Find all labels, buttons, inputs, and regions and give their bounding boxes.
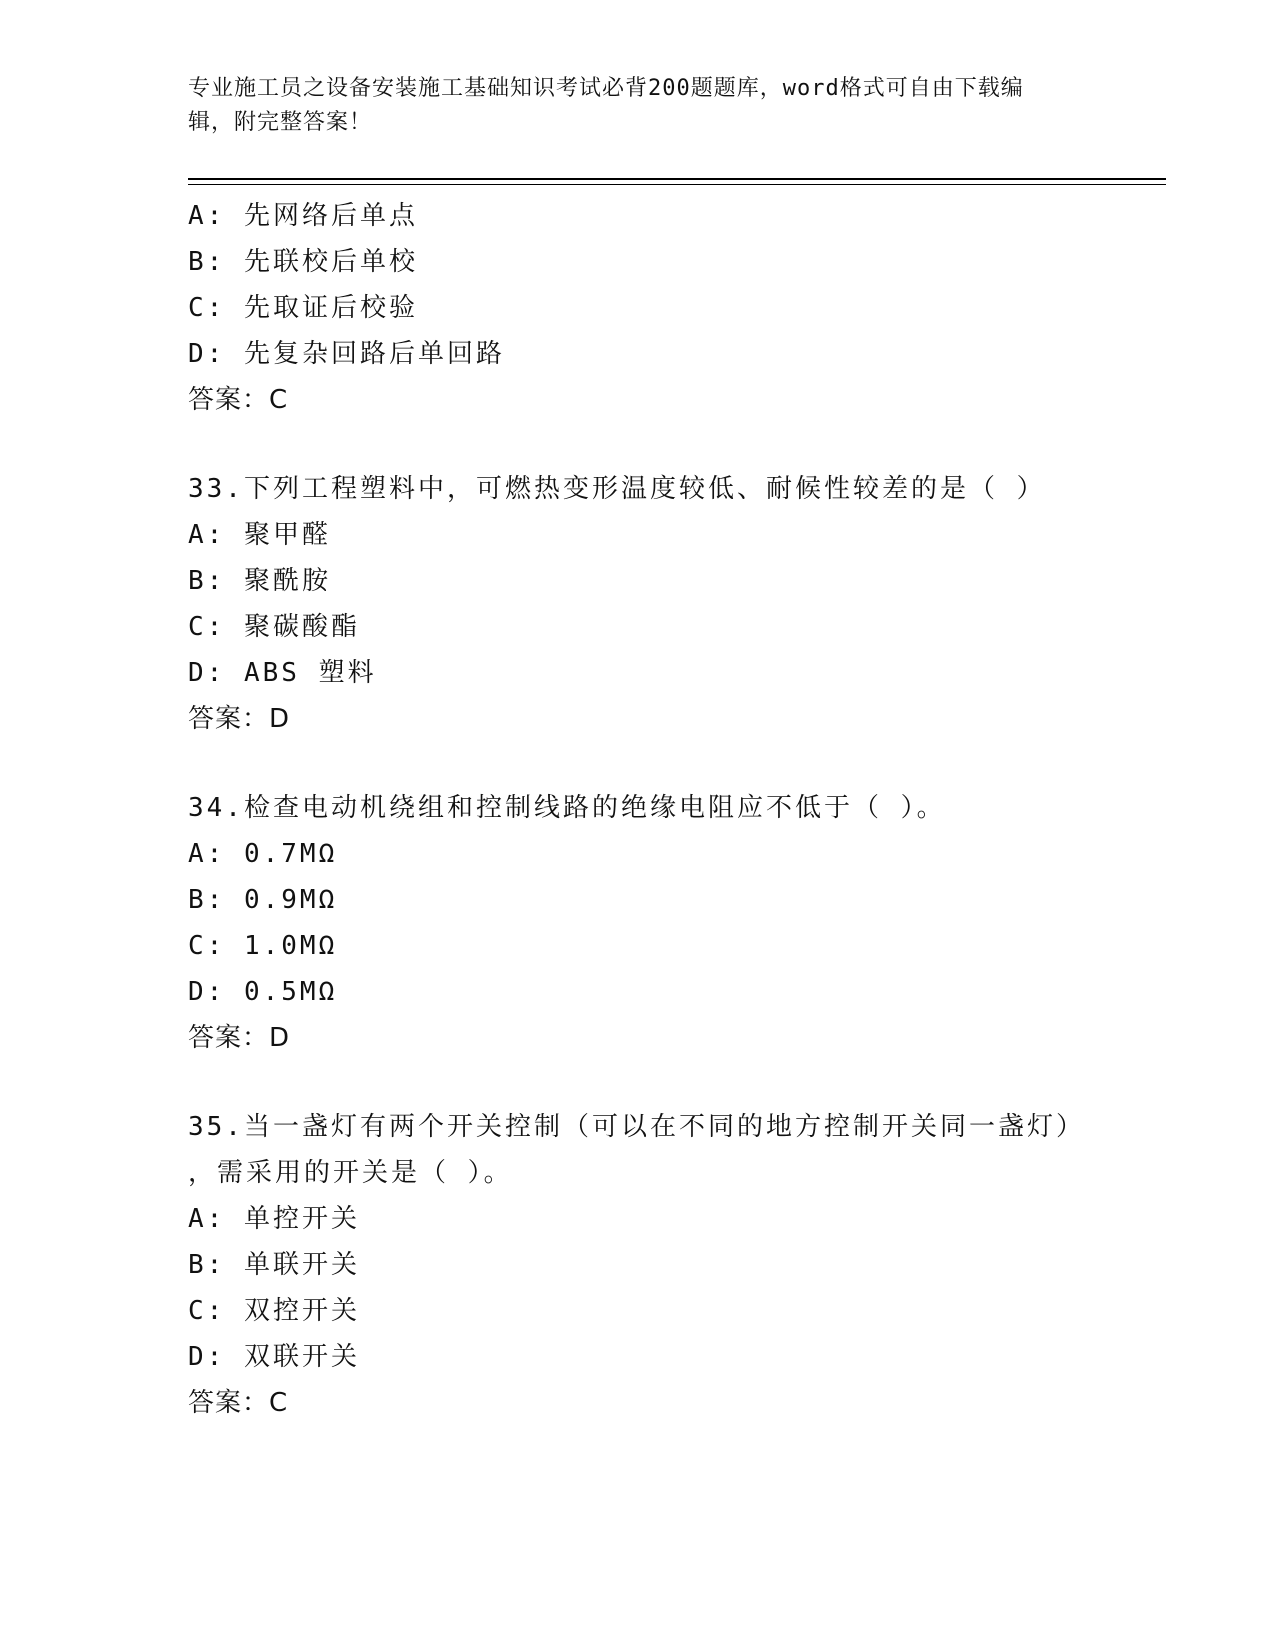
option-a: A: 单控开关 (188, 1204, 360, 1234)
question-stem-line-2: ，需采用的开关是（ ）。 (188, 1158, 513, 1188)
question-list (188, 193, 1088, 1426)
header-divider-thin (188, 184, 1166, 185)
answer-line: 答案：C (188, 385, 289, 415)
option-a: A: 先网络后单点 (188, 201, 418, 231)
option-b: B: 聚酰胺 (188, 566, 331, 596)
option-d: D: 先复杂回路后单回路 (188, 339, 505, 369)
option-b: B: 0.9MΩ (188, 885, 338, 915)
question-32-continued (188, 193, 1088, 423)
answer-line: 答案：C (188, 1388, 289, 1418)
option-d: D: ABS 塑料 (188, 658, 377, 688)
option-b: B: 单联开关 (188, 1250, 360, 1280)
answer-line: 答案：D (188, 704, 291, 734)
option-b: B: 先联校后单校 (188, 247, 418, 277)
header-divider-thick (188, 178, 1166, 180)
question-34 (188, 785, 1088, 1061)
question-35 (188, 1104, 1088, 1426)
option-c: C: 双控开关 (188, 1296, 360, 1326)
question-stem: 34.检查电动机绕组和控制线路的绝缘电阻应不低于（ ）。 (188, 793, 946, 823)
answer-line: 答案：D (188, 1023, 291, 1053)
option-d: D: 0.5MΩ (188, 977, 338, 1007)
question-stem-line-1: 35.当一盏灯有两个开关控制（可以在不同的地方控制开关同一盏灯） (188, 1112, 1085, 1142)
option-c: C: 先取证后校验 (188, 293, 418, 323)
option-c: C: 聚碳酸酯 (188, 612, 360, 642)
question-33 (188, 466, 1088, 742)
option-a: A: 0.7MΩ (188, 839, 338, 869)
option-a: A: 聚甲醛 (188, 520, 331, 550)
option-c: C: 1.0MΩ (188, 931, 338, 961)
question-stem: 33.下列工程塑料中，可燃热变形温度较低、耐候性较差的是（ ） (188, 474, 1046, 504)
document-header: 专业施工员之设备安装施工基础知识考试必背200题题库，word格式可自由下载编辑，附完整答案！ (188, 76, 1024, 135)
option-d: D: 双联开关 (188, 1342, 360, 1372)
